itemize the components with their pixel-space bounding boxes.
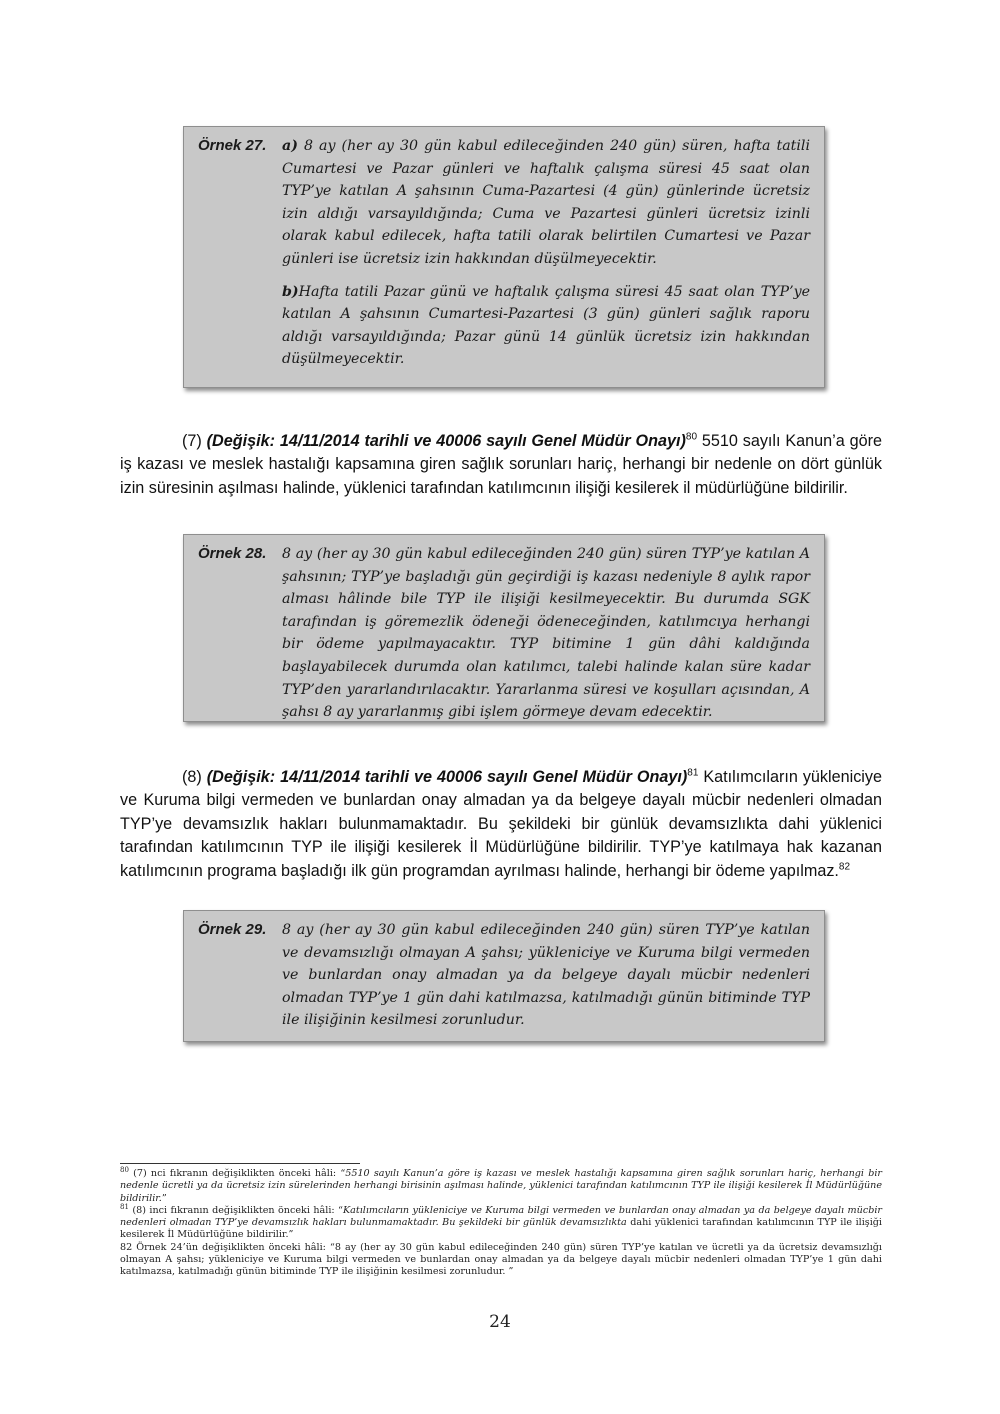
footnote-text: 82 Örnek 24’ün değişiklikten önceki hâli: “8 ay (her ay 30 gün kabul edileceğinden 240 gün) süren TYP’ye katılan ve ücretli ya da ücretsiz devamsızlığı olmayan A şahsı; yükleniciye ve Kuruma bilgi vermeden ve bunlardan onay almadan ya da belgeye dayalı mücbir nedenleri olmadan TYP’ye 1 gün dahi katılmazsa, katılmadığı günün bitiminde TYP ile ilişiğinin kesilmesi zorunludur. ” [120, 1241, 882, 1278]
paragraph-7 [120, 430, 882, 500]
example-box-27 [183, 126, 825, 388]
page-number: 24 [489, 1312, 511, 1332]
part-a-text: 8 ay (her ay 30 gün kabul edileceğinden 240 gün) süren, hafta tatili Cumartesi ve Pazar günleri ve haftalık çalışma süresi 45 saat olan TYP’ye katılan A şahsının Cuma-Pazartesi (4 gün) günlerinde ücretsiz izin aldığı varsayıldığında; Cuma ve Pazartesi günleri ücretsiz izinli olarak kabul edilecek, hafta tatili olarak belirtilen Cumartesi ve Pazar günleri ise ücretsiz izin hakkından düşülmeyecektir. [282, 138, 810, 267]
example-label: Örnek 27. [198, 137, 267, 154]
footnote-ref: 80 [685, 431, 698, 443]
part-b-text: Hafta tatili Pazar günü ve haftalık çalışma süresi 45 saat olan TYP’ye katılan A şahsının Cumartesi-Pazartesi (3 gün) günleri sağlık raporu aldığı varsayıldığında; Pazar günü 14 günlük ücretsiz izin hakkından düşülmeyecektir. [282, 283, 810, 368]
paragraph-number: (7) [182, 432, 207, 450]
footnote-separator [120, 1163, 360, 1164]
example-text [282, 919, 810, 1032]
footnote-number: 80 [120, 1165, 129, 1174]
example-text [282, 543, 810, 724]
footnote-prefix: (7) nci fıkranın değişiklikten önceki hâli: “ [128, 1168, 346, 1179]
footnote-number: 81 [120, 1202, 129, 1211]
part-a-marker: a) [282, 138, 298, 154]
footnote-ref: 82 [838, 861, 851, 873]
part-b-marker: b) [282, 283, 299, 300]
paragraph-8 [120, 766, 882, 883]
example-box-29 [183, 910, 825, 1042]
footnote-ref: 81 [687, 767, 699, 779]
footnote-quote: 5510 sayılı Kanun’a göre iş kazası ve meslek hastalığı kapsamına giren sağlık sorunları hariç, herhangi bir nedenle ücretli ya da ücretsiz izin sürelerinden herhangi birisinin aşılması halinde, yüklenici tarafından katılımcının TYP ile ilişiği kesilerek İl Müdürlüğüne bildirilir. [120, 1168, 882, 1204]
footnote-80 [120, 1165, 882, 1205]
footnote-82 [120, 1242, 882, 1279]
footnote-quote: Katılımcıların yükleniciye ve Kuruma bilgi vermeden ve bunlardan onay almadan ya da belgeye dayalı mücbir nedenleri olmadan TYP’ye devamsızlık hakları bulunmamaktadır. Bu şekildeki bir günlük devamsızlıkta [120, 1204, 883, 1229]
paragraph-text: 5510 sayılı Kanun’a göre iş kazası ve meslek hastalığı kapsamına giren sağlık sorunları hariç, herhangi bir nedenle on dört günlük izin süresinin aşılması halinde, yüklenici tarafından katılımcının ilişiği kesilerek il müdürlüğüne bildirilir. [120, 432, 882, 497]
example-body: 8 ay (her ay 30 gün kabul edileceğinden 240 gün) süren TYP’ye katılan ve devamsızlığı olmayan A şahsı; yükleniciye ve Kuruma bilgi vermeden ve bunlardan onay almadan ya da belgeye dayalı mücbir nedenleri olmadan TYP’ye 1 gün dahi katılmazsa, katılmadığı günün bitiminde TYP ile ilişiğinin kesilmesi zorunludur. [282, 922, 810, 1029]
example-body: 8 ay (her ay 30 gün kabul edileceğinden 240 gün) süren TYP’ye katılan A şahsının; TYP’ye başladığı gün geçirdiği iş kazası nedeniyle 8 aylık rapor alması hâlinde bile TYP ile ilişiği kesilmeyecektir. Bu durumda SGK tarafından iş göremezlik ödeneği ödeneceğinden, katılımcıya herhangi bir ödeme yapılmayacaktır. TYP bitimine 1 gün dâhi kaldığında başlayabilecek durumda olan katılımcı, talebi halinde kalan süre kadar TYP’den yararlandırılacaktır. Yararlanma süresi ve koşulları açısından, A şahsı 8 ay yararlanmış gibi işlem görmeye devam edecektir. [282, 546, 810, 721]
footnote-suffix: ” [161, 1192, 167, 1204]
footnote-suffix: dahi yüklenici tarafından katılımcının TYP ile ilişiği kesilerek İl Müdürlüğüne bildirilir.” [120, 1217, 882, 1241]
paragraph-number: (8) [182, 768, 207, 786]
example-text [282, 135, 810, 371]
footnote-81 [120, 1202, 883, 1242]
footnotes [120, 1165, 883, 1279]
amendment-note: (Değişik: 14/11/2014 tarihli ve 40006 sayılı Genel Müdür Onayı) [206, 768, 688, 786]
example-box-28 [183, 534, 825, 722]
paragraph-text: Katılımcıların yükleniciye ve Kuruma bilgi vermeden ve bunlardan onay almadan ya da belgeye dayalı mücbir nedenleri olmadan TYP’ye devamsızlık hakları bulunmamaktadır. Bu şekildeki bir günlük devamsızlıkta dahi yüklenici tarafından katılımcının TYP ile ilişiği kesilerek İl Müdürlüğüne bildirilir. TYP’ye katılmaya hak kazanan katılımcının programa başladığı ilk gün programdan ayrılması halinde, herhangi bir ödeme yapılmaz. [120, 768, 882, 880]
amendment-note: (Değişik: 14/11/2014 tarihli ve 40006 sayılı Genel Müdür Onayı) [206, 432, 686, 450]
example-label: Örnek 29. [198, 921, 267, 938]
footnote-prefix: (8) inci fıkranın değişiklikten önceki hâli: “ [128, 1204, 343, 1216]
example-label: Örnek 28. [198, 545, 267, 562]
